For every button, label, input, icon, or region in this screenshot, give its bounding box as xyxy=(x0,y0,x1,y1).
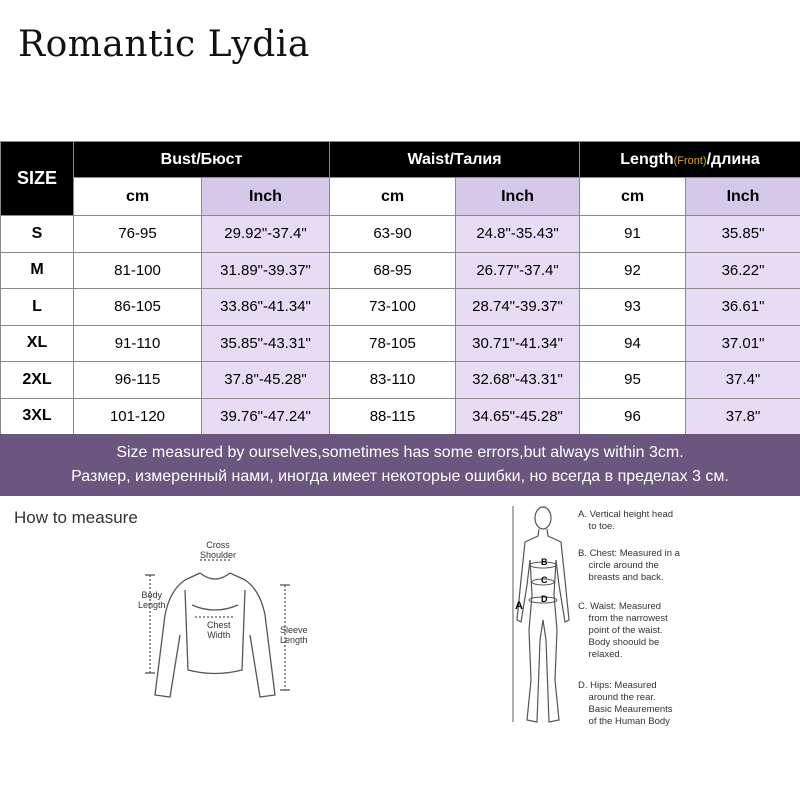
waist-header: Waist/Талия xyxy=(330,142,580,178)
size-row xyxy=(1,252,800,289)
figure-letter-d: D xyxy=(541,594,548,604)
bust-inch-header: Inch xyxy=(202,178,330,216)
figure-letter-a: A xyxy=(515,600,523,612)
size-row xyxy=(1,398,800,435)
cell-length-in: 36.61" xyxy=(686,289,800,326)
sleeve-length-label: Sleeve Length xyxy=(280,625,308,645)
waist-cm-header: cm xyxy=(330,178,456,216)
cell-length-in: 36.22" xyxy=(686,252,800,289)
cell-bust-cm: 101-120 xyxy=(74,398,202,435)
cell-length-cm: 94 xyxy=(580,325,686,362)
figure-letter-b: B xyxy=(541,557,548,567)
cell-bust-cm: 76-95 xyxy=(74,216,202,253)
cell-length-in: 37.8" xyxy=(686,398,800,435)
cell-waist-in: 26.77"-37.4" xyxy=(456,252,580,289)
length-inch-header: Inch xyxy=(686,178,800,216)
cell-size: L xyxy=(1,289,74,326)
cell-waist-cm: 63-90 xyxy=(330,216,456,253)
cell-size: 3XL xyxy=(1,398,74,435)
notice-russian: Размер, измеренный нами, иногда имеет некоторые ошибки, но всегда в пределах 3 см. xyxy=(71,468,729,485)
cell-waist-in: 24.8"-35.43" xyxy=(456,216,580,253)
cell-waist-cm: 73-100 xyxy=(330,289,456,326)
cell-waist-cm: 68-95 xyxy=(330,252,456,289)
note-c: C. Waist: Measured from the narrowest point of the waist. Body shoould be relaxed. xyxy=(578,601,668,660)
cell-size: 2XL xyxy=(1,362,74,399)
cell-bust-in: 33.86"-41.34" xyxy=(202,289,330,326)
size-rows xyxy=(1,216,800,435)
cell-bust-cm: 91-110 xyxy=(74,325,202,362)
bust-header: Bust/Бюст xyxy=(74,142,330,178)
cell-bust-cm: 86-105 xyxy=(74,289,202,326)
note-a: A. Vertical height head to toe. xyxy=(578,509,674,532)
note-b: B. Chest: Measured in a circle around the breasts and back. xyxy=(578,548,680,583)
cell-bust-in: 35.85"-43.31" xyxy=(202,325,330,362)
cell-bust-in: 37.8"-45.28" xyxy=(202,362,330,399)
size-chart-table xyxy=(0,141,800,435)
cell-length-cm: 93 xyxy=(580,289,686,326)
cross-shoulder-label: Cross Shoulder xyxy=(200,540,237,560)
cell-size: XL xyxy=(1,325,74,362)
chest-width-label: Chest Width xyxy=(207,620,231,640)
cell-waist-cm: 88-115 xyxy=(330,398,456,435)
how-to-measure-title: How to measure xyxy=(14,508,138,527)
cell-length-cm: 96 xyxy=(580,398,686,435)
cell-size: M xyxy=(1,252,74,289)
cell-bust-in: 39.76"-47.24" xyxy=(202,398,330,435)
body-figure-diagram xyxy=(505,500,575,740)
figure-letter-c: C xyxy=(541,575,548,585)
cell-waist-cm: 83-110 xyxy=(330,362,456,399)
note-d: D. Hips: Measured around the rear. Basic Meaurements of the Human Body xyxy=(578,680,673,727)
cell-length-cm: 92 xyxy=(580,252,686,289)
cell-waist-in: 32.68"-43.31" xyxy=(456,362,580,399)
cell-size: S xyxy=(1,216,74,253)
size-row xyxy=(1,362,800,399)
cell-length-cm: 91 xyxy=(580,216,686,253)
brand-logo: Romantic Lydia xyxy=(18,24,310,65)
waist-inch-header: Inch xyxy=(456,178,580,216)
length-cm-header: cm xyxy=(580,178,686,216)
cell-length-in: 35.85" xyxy=(686,216,800,253)
cell-waist-in: 34.65"-45.28" xyxy=(456,398,580,435)
size-row xyxy=(1,289,800,326)
size-header: SIZE xyxy=(1,142,74,216)
cell-length-in: 37.4" xyxy=(686,362,800,399)
size-row xyxy=(1,216,800,253)
cell-waist-in: 30.71"-41.34" xyxy=(456,325,580,362)
cell-bust-cm: 96-115 xyxy=(74,362,202,399)
measurement-notice xyxy=(0,434,800,496)
cell-bust-in: 29.92"-37.4" xyxy=(202,216,330,253)
cell-waist-cm: 78-105 xyxy=(330,325,456,362)
cell-bust-in: 31.89"-39.37" xyxy=(202,252,330,289)
size-row xyxy=(1,325,800,362)
notice-english: Size measured by ourselves,sometimes has some errors,but always within 3cm. xyxy=(116,444,684,461)
length-front-note: (Front) xyxy=(673,154,707,167)
cell-bust-cm: 81-100 xyxy=(74,252,202,289)
cell-length-cm: 95 xyxy=(580,362,686,399)
cell-waist-in: 28.74"-39.37" xyxy=(456,289,580,326)
body-length-label: Body Length xyxy=(138,590,166,610)
cell-length-in: 37.01" xyxy=(686,325,800,362)
bust-cm-header: cm xyxy=(74,178,202,216)
length-header: Length(Front)/длина xyxy=(580,142,800,178)
